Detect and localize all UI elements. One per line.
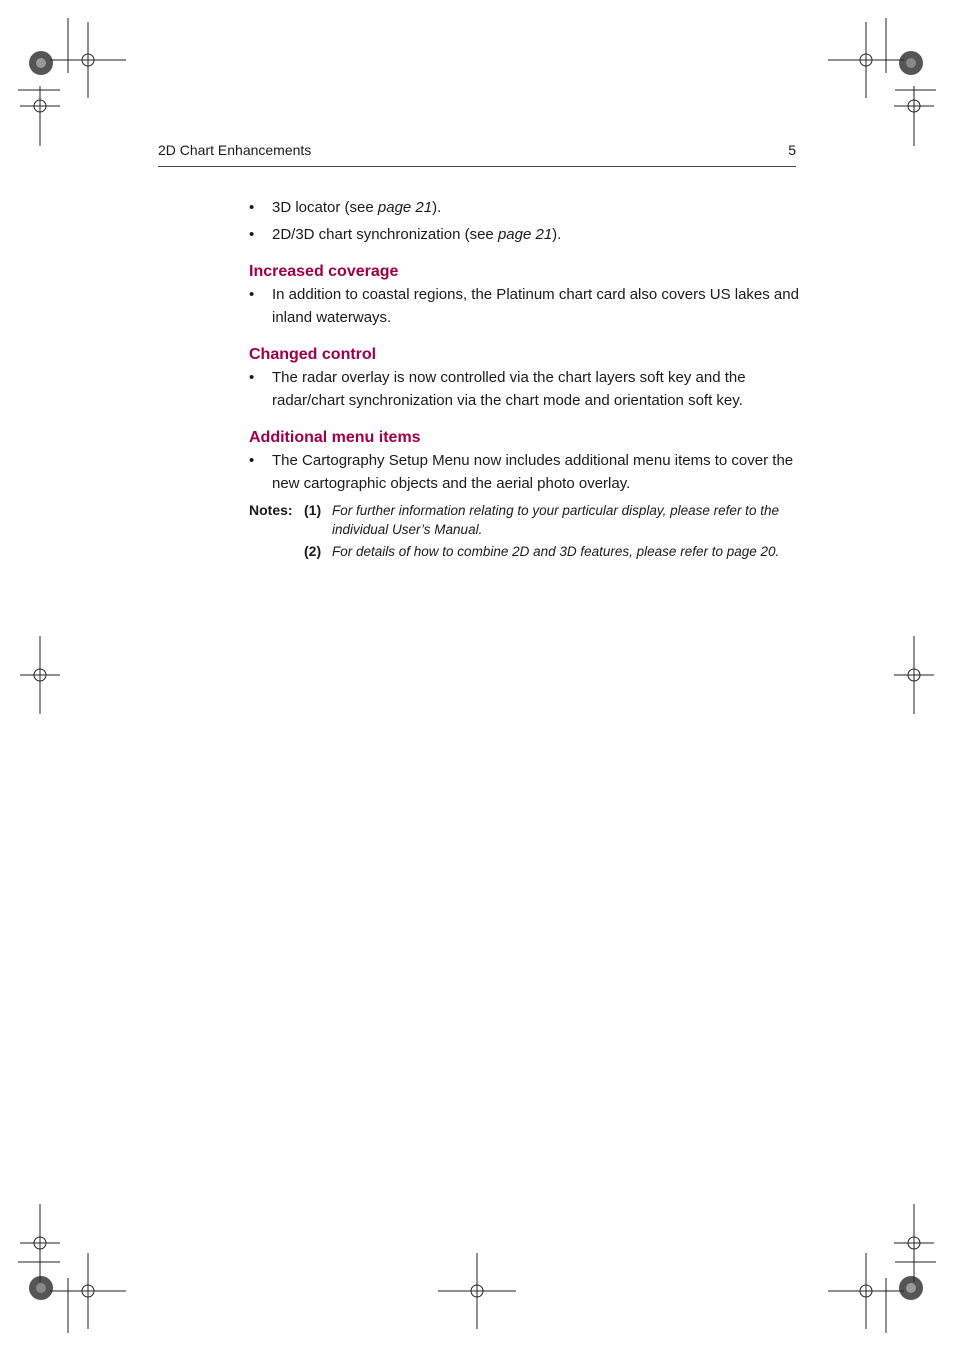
list-item: • The radar overlay is now controlled via the chart layers soft key and the radar/chart synchronization via the chart mode and orientation soft key.: [249, 366, 799, 412]
crosshair-icon: [894, 636, 934, 714]
list-item: [249, 196, 799, 219]
crosshair-icon: [20, 1204, 60, 1282]
registration-disc-icon: [29, 1276, 53, 1300]
section-bullet-list: [249, 366, 799, 412]
note-row: [249, 501, 799, 539]
crosshair-icon: [828, 1253, 904, 1329]
crosshair-icon: [50, 22, 126, 98]
crosshair-icon: [894, 86, 934, 146]
note-number: (2): [304, 543, 322, 559]
running-header: [158, 140, 796, 167]
section-bullet-list: [249, 449, 799, 495]
crosshair-icon: [20, 86, 60, 146]
registration-disc-icon: [899, 1276, 923, 1300]
crosshair-icon: [828, 22, 904, 98]
page-link[interactable]: page 21: [377, 199, 433, 216]
list-item: • In addition to coastal regions, the Platinum chart card also covers US lakes and inland waterways.: [249, 283, 799, 329]
intro-bullet-list: [249, 196, 799, 246]
crosshair-icon: [894, 1204, 934, 1282]
list-item: • The Cartography Setup Menu now includes additional menu items to cover the new cartographic objects and the aerial photo overlay.: [249, 449, 799, 495]
section-heading: Increased coverage: [249, 263, 399, 280]
notes-block: [249, 501, 799, 561]
crosshair-icon: [50, 1253, 126, 1329]
note-row: [249, 542, 799, 561]
page-link[interactable]: page 21: [497, 226, 553, 243]
section-bullet-list: [249, 283, 799, 329]
list-item-text: ).: [552, 226, 562, 243]
list-item-text: 3D locator (see: [272, 199, 378, 216]
registration-disc-icon: [899, 51, 923, 75]
note-number: (1): [304, 502, 322, 518]
main-content: [249, 196, 799, 564]
notes-label: Notes:: [249, 502, 293, 518]
list-item: [249, 223, 799, 246]
section-heading: Additional menu items: [249, 429, 421, 446]
page-number: 5: [788, 142, 796, 158]
crosshair-icon: [20, 636, 60, 714]
note-text: For details of how to combine 2D and 3D features, please refer to page 20.: [332, 544, 780, 559]
list-item-text: 2D/3D chart synchronization (see: [272, 226, 498, 243]
section-heading: Changed control: [249, 346, 377, 363]
note-text: For further information relating to your particular display, please refer to the individual User’s Manual.: [332, 503, 779, 537]
crosshair-icon: [438, 1253, 516, 1329]
header-title: 2D Chart Enhancements: [158, 142, 312, 158]
list-item-text: ).: [432, 199, 442, 216]
registration-disc-icon: [29, 51, 53, 75]
notes-label-spacer: [249, 542, 304, 561]
